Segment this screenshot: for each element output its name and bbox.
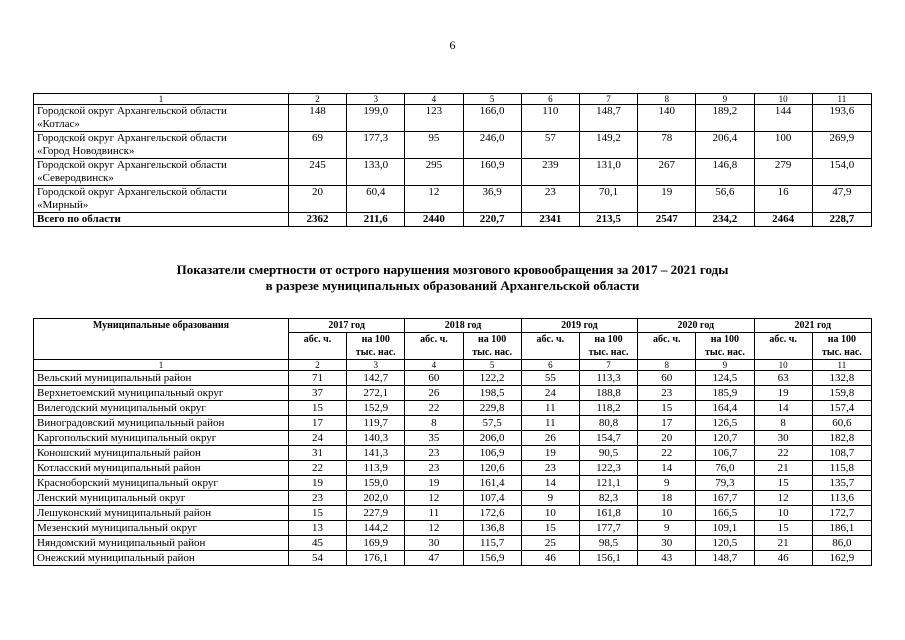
value-cell: 279 <box>754 159 812 186</box>
value-cell: 154,7 <box>579 431 637 446</box>
value-cell: 113,6 <box>812 491 871 506</box>
index-cell: 6 <box>521 94 579 105</box>
total-value-cell: 228,7 <box>812 213 871 227</box>
value-cell: 167,7 <box>696 491 754 506</box>
value-cell: 45 <box>288 536 346 551</box>
value-cell: 122,2 <box>463 371 521 386</box>
value-cell: 160,9 <box>463 159 521 186</box>
header-rate-line: на 100 <box>361 334 390 345</box>
municipality-name-cell: Котласский муниципальный район <box>34 461 289 476</box>
index-cell: 5 <box>463 94 521 105</box>
index-cell: 7 <box>579 94 637 105</box>
municipality-name-cell: Лешуконский муниципальный район <box>34 506 289 521</box>
total-value-cell: 2362 <box>288 213 346 227</box>
value-cell: 23 <box>521 186 579 213</box>
value-cell: 142,7 <box>347 371 405 386</box>
value-cell: 82,3 <box>579 491 637 506</box>
value-cell: 14 <box>521 476 579 491</box>
value-cell: 46 <box>754 551 812 566</box>
municipality-name-cell: Ленский муниципальный округ <box>34 491 289 506</box>
value-cell: 229,8 <box>463 401 521 416</box>
value-cell: 144,2 <box>347 521 405 536</box>
value-cell: 98,5 <box>579 536 637 551</box>
value-cell: 113,9 <box>347 461 405 476</box>
total-value-cell: 2341 <box>521 213 579 227</box>
header-rate-line: тыс. нас. <box>355 347 396 358</box>
header-rate <box>347 333 405 360</box>
value-cell: 11 <box>405 506 463 521</box>
value-cell: 22 <box>638 446 696 461</box>
value-cell: 272,1 <box>347 386 405 401</box>
table-row <box>34 476 872 491</box>
municipality-name-cell: Коношский муниципальный район <box>34 446 289 461</box>
table-row <box>34 521 872 536</box>
value-cell: 15 <box>638 401 696 416</box>
district-name-cell <box>34 105 289 132</box>
index-cell: 2 <box>288 94 346 105</box>
value-cell: 108,7 <box>812 446 871 461</box>
value-cell: 9 <box>638 521 696 536</box>
value-cell: 25 <box>521 536 579 551</box>
value-cell: 189,2 <box>696 105 754 132</box>
value-cell: 78 <box>638 132 696 159</box>
table-row <box>34 491 872 506</box>
value-cell: 199,0 <box>347 105 405 132</box>
section-title-line1: Показатели смертности от острого нарушения мозгового кровообращения за 2017 – 2021 годы <box>176 262 729 277</box>
value-cell: 8 <box>405 416 463 431</box>
value-cell: 30 <box>405 536 463 551</box>
value-cell: 122,3 <box>579 461 637 476</box>
value-cell: 245 <box>288 159 346 186</box>
value-cell: 239 <box>521 159 579 186</box>
table-row <box>34 401 872 416</box>
index-cell: 7 <box>579 360 637 371</box>
value-cell: 16 <box>754 186 812 213</box>
district-name-line: «Мирный» <box>37 199 89 211</box>
value-cell: 126,5 <box>696 416 754 431</box>
municipality-name-cell: Вельский муниципальный район <box>34 371 289 386</box>
district-name-line: «Северодвинск» <box>37 172 114 184</box>
index-row <box>34 94 872 105</box>
value-cell: 113,3 <box>579 371 637 386</box>
value-cell: 95 <box>405 132 463 159</box>
value-cell: 23 <box>638 386 696 401</box>
value-cell: 60,6 <box>812 416 871 431</box>
value-cell: 141,3 <box>347 446 405 461</box>
value-cell: 115,8 <box>812 461 871 476</box>
value-cell: 162,9 <box>812 551 871 566</box>
index-cell: 1 <box>34 360 289 371</box>
total-value-cell: 213,5 <box>579 213 637 227</box>
value-cell: 14 <box>754 401 812 416</box>
value-cell: 12 <box>405 491 463 506</box>
table-row <box>34 536 872 551</box>
value-cell: 109,1 <box>696 521 754 536</box>
header-rate-line: на 100 <box>827 334 856 345</box>
header-rate <box>812 333 871 360</box>
total-value-cell: 220,7 <box>463 213 521 227</box>
header-rate-line: тыс. нас. <box>588 347 629 358</box>
value-cell: 23 <box>521 461 579 476</box>
value-cell: 106,7 <box>696 446 754 461</box>
value-cell: 19 <box>288 476 346 491</box>
value-cell: 19 <box>638 186 696 213</box>
header-abs: абс. ч. <box>405 333 463 360</box>
value-cell: 119,7 <box>347 416 405 431</box>
value-cell: 120,5 <box>696 536 754 551</box>
value-cell: 100 <box>754 132 812 159</box>
value-cell: 132,8 <box>812 371 871 386</box>
value-cell: 148,7 <box>579 105 637 132</box>
value-cell: 206,4 <box>696 132 754 159</box>
value-cell: 8 <box>754 416 812 431</box>
header-year: 2021 год <box>754 319 871 333</box>
value-cell: 140 <box>638 105 696 132</box>
value-cell: 15 <box>754 521 812 536</box>
value-cell: 166,5 <box>696 506 754 521</box>
table-row <box>34 506 872 521</box>
value-cell: 246,0 <box>463 132 521 159</box>
value-cell: 115,7 <box>463 536 521 551</box>
value-cell: 135,7 <box>812 476 871 491</box>
index-row <box>34 360 872 371</box>
value-cell: 12 <box>754 491 812 506</box>
value-cell: 22 <box>405 401 463 416</box>
header-rate-line: на 100 <box>477 334 507 345</box>
value-cell: 21 <box>754 536 812 551</box>
table-urban-districts <box>33 93 872 227</box>
municipality-name-cell: Каргопольский муниципальный округ <box>34 431 289 446</box>
table-row <box>34 416 872 431</box>
value-cell: 120,6 <box>463 461 521 476</box>
district-name-cell <box>34 132 289 159</box>
table-row <box>34 371 872 386</box>
index-cell: 8 <box>638 94 696 105</box>
section-title <box>0 262 905 294</box>
value-cell: 206,0 <box>463 431 521 446</box>
value-cell: 36,9 <box>463 186 521 213</box>
district-name-line: Городской округ Архангельской области <box>37 105 227 117</box>
value-cell: 148,7 <box>696 551 754 566</box>
value-cell: 55 <box>521 371 579 386</box>
header-abs: абс. ч. <box>521 333 579 360</box>
value-cell: 177,3 <box>347 132 405 159</box>
value-cell: 118,2 <box>579 401 637 416</box>
value-cell: 60 <box>405 371 463 386</box>
value-cell: 57,5 <box>463 416 521 431</box>
value-cell: 136,8 <box>463 521 521 536</box>
value-cell: 10 <box>638 506 696 521</box>
value-cell: 43 <box>638 551 696 566</box>
table-row <box>34 446 872 461</box>
value-cell: 110 <box>521 105 579 132</box>
header-year: 2019 год <box>521 319 637 333</box>
value-cell: 11 <box>521 416 579 431</box>
value-cell: 17 <box>288 416 346 431</box>
district-name-cell <box>34 186 289 213</box>
value-cell: 22 <box>754 446 812 461</box>
value-cell: 166,0 <box>463 105 521 132</box>
value-cell: 146,8 <box>696 159 754 186</box>
value-cell: 13 <box>288 521 346 536</box>
value-cell: 12 <box>405 521 463 536</box>
value-cell: 164,4 <box>696 401 754 416</box>
value-cell: 124,5 <box>696 371 754 386</box>
value-cell: 30 <box>638 536 696 551</box>
value-cell: 182,8 <box>812 431 871 446</box>
value-cell: 11 <box>521 401 579 416</box>
value-cell: 267 <box>638 159 696 186</box>
header-municipality: Муниципальные образования <box>34 319 289 360</box>
value-cell: 19 <box>521 446 579 461</box>
value-cell: 152,9 <box>347 401 405 416</box>
index-cell: 5 <box>463 360 521 371</box>
header-rate <box>696 333 754 360</box>
value-cell: 30 <box>754 431 812 446</box>
total-value-cell: 2464 <box>754 213 812 227</box>
value-cell: 46 <box>521 551 579 566</box>
value-cell: 22 <box>288 461 346 476</box>
value-cell: 17 <box>638 416 696 431</box>
value-cell: 15 <box>754 476 812 491</box>
value-cell: 63 <box>754 371 812 386</box>
index-cell: 9 <box>696 94 754 105</box>
district-name-line: Городской округ Архангельской области <box>37 186 227 198</box>
municipality-name-cell: Мезенский муниципальный округ <box>34 521 289 536</box>
table-row <box>34 386 872 401</box>
header-rate-line: тыс. нас. <box>705 347 745 358</box>
header-rate-line: тыс. нас. <box>821 347 862 358</box>
header-year: 2017 год <box>288 319 404 333</box>
value-cell: 31 <box>288 446 346 461</box>
page-number: 6 <box>449 38 456 52</box>
value-cell: 140,3 <box>347 431 405 446</box>
value-cell: 156,9 <box>463 551 521 566</box>
value-cell: 176,1 <box>347 551 405 566</box>
value-cell: 172,7 <box>812 506 871 521</box>
value-cell: 26 <box>405 386 463 401</box>
table-municipal-stroke-mortality <box>33 318 872 566</box>
value-cell: 10 <box>754 506 812 521</box>
value-cell: 227,9 <box>347 506 405 521</box>
value-cell: 15 <box>521 521 579 536</box>
header-rate-line: на 100 <box>594 334 623 345</box>
total-value-cell: 211,6 <box>347 213 405 227</box>
index-cell: 11 <box>812 94 871 105</box>
value-cell: 20 <box>638 431 696 446</box>
value-cell: 71 <box>288 371 346 386</box>
value-cell: 9 <box>638 476 696 491</box>
value-cell: 107,4 <box>463 491 521 506</box>
header-rate <box>579 333 637 360</box>
value-cell: 157,4 <box>812 401 871 416</box>
value-cell: 60 <box>638 371 696 386</box>
table-row <box>34 132 872 159</box>
table-row <box>34 186 872 213</box>
index-cell: 3 <box>347 94 405 105</box>
index-cell: 6 <box>521 360 579 371</box>
value-cell: 19 <box>405 476 463 491</box>
value-cell: 177,7 <box>579 521 637 536</box>
district-name-line: Городской округ Архангельской области <box>37 132 227 144</box>
total-row <box>34 213 872 227</box>
value-cell: 26 <box>521 431 579 446</box>
table-row <box>34 431 872 446</box>
value-cell: 76,0 <box>696 461 754 476</box>
value-cell: 186,1 <box>812 521 871 536</box>
value-cell: 149,2 <box>579 132 637 159</box>
index-cell: 8 <box>638 360 696 371</box>
value-cell: 123 <box>405 105 463 132</box>
value-cell: 37 <box>288 386 346 401</box>
value-cell: 161,8 <box>579 506 637 521</box>
header-year: 2018 год <box>405 319 521 333</box>
value-cell: 23 <box>405 461 463 476</box>
value-cell: 18 <box>638 491 696 506</box>
value-cell: 120,7 <box>696 431 754 446</box>
value-cell: 295 <box>405 159 463 186</box>
value-cell: 79,3 <box>696 476 754 491</box>
value-cell: 169,9 <box>347 536 405 551</box>
municipality-name-cell: Няндомский муниципальный район <box>34 536 289 551</box>
value-cell: 15 <box>288 401 346 416</box>
header-abs: абс. ч. <box>288 333 346 360</box>
value-cell: 14 <box>638 461 696 476</box>
value-cell: 144 <box>754 105 812 132</box>
municipality-name-cell: Верхнетоемский муниципальный округ <box>34 386 289 401</box>
value-cell: 47 <box>405 551 463 566</box>
value-cell: 69 <box>288 132 346 159</box>
municipality-name-cell: Красноборский муниципальный округ <box>34 476 289 491</box>
district-name-line: «Город Новодвинск» <box>37 145 135 157</box>
value-cell: 198,5 <box>463 386 521 401</box>
total-value-cell: 234,2 <box>696 213 754 227</box>
value-cell: 202,0 <box>347 491 405 506</box>
table-row <box>34 551 872 566</box>
value-cell: 156,1 <box>579 551 637 566</box>
value-cell: 106,9 <box>463 446 521 461</box>
section-title-line2: в разрезе муниципальных образований Архангельской области <box>265 278 640 293</box>
header-abs: абс. ч. <box>638 333 696 360</box>
district-name-line: Городской округ Архангельской области <box>37 159 227 171</box>
municipality-name-cell: Онежский муниципальный район <box>34 551 289 566</box>
header-rate-line: на 100 <box>710 334 740 345</box>
value-cell: 21 <box>754 461 812 476</box>
value-cell: 9 <box>521 491 579 506</box>
value-cell: 60,4 <box>347 186 405 213</box>
value-cell: 12 <box>405 186 463 213</box>
header-rate-line: тыс. нас. <box>472 347 513 358</box>
value-cell: 20 <box>288 186 346 213</box>
value-cell: 86,0 <box>812 536 871 551</box>
value-cell: 80,8 <box>579 416 637 431</box>
value-cell: 23 <box>405 446 463 461</box>
header-rate <box>463 333 521 360</box>
value-cell: 47,9 <box>812 186 871 213</box>
value-cell: 188,8 <box>579 386 637 401</box>
index-cell: 4 <box>405 94 463 105</box>
value-cell: 10 <box>521 506 579 521</box>
index-cell: 9 <box>696 360 754 371</box>
municipality-name-cell: Виноградовский муниципальный район <box>34 416 289 431</box>
value-cell: 23 <box>288 491 346 506</box>
table-row <box>34 105 872 132</box>
value-cell: 35 <box>405 431 463 446</box>
table-row <box>34 461 872 476</box>
value-cell: 121,1 <box>579 476 637 491</box>
value-cell: 154,0 <box>812 159 871 186</box>
index-cell: 2 <box>288 360 346 371</box>
table-row <box>34 159 872 186</box>
index-cell: 4 <box>405 360 463 371</box>
value-cell: 54 <box>288 551 346 566</box>
index-cell: 10 <box>754 360 812 371</box>
value-cell: 24 <box>521 386 579 401</box>
total-value-cell: 2440 <box>405 213 463 227</box>
value-cell: 193,6 <box>812 105 871 132</box>
index-cell: 1 <box>34 94 289 105</box>
value-cell: 19 <box>754 386 812 401</box>
value-cell: 185,9 <box>696 386 754 401</box>
value-cell: 159,8 <box>812 386 871 401</box>
municipality-name-cell: Вилегодский муниципальный округ <box>34 401 289 416</box>
header-abs: абс. ч. <box>754 333 812 360</box>
total-label: Всего по области <box>34 213 289 227</box>
index-cell: 10 <box>754 94 812 105</box>
value-cell: 90,5 <box>579 446 637 461</box>
header-year: 2020 год <box>638 319 754 333</box>
value-cell: 159,0 <box>347 476 405 491</box>
district-name-cell <box>34 159 289 186</box>
value-cell: 133,0 <box>347 159 405 186</box>
value-cell: 57 <box>521 132 579 159</box>
total-value-cell: 2547 <box>638 213 696 227</box>
district-name-line: «Котлас» <box>37 118 80 130</box>
value-cell: 56,6 <box>696 186 754 213</box>
value-cell: 24 <box>288 431 346 446</box>
header-row-years <box>34 319 872 333</box>
value-cell: 15 <box>288 506 346 521</box>
value-cell: 269,9 <box>812 132 871 159</box>
value-cell: 172,6 <box>463 506 521 521</box>
index-cell: 11 <box>812 360 871 371</box>
value-cell: 70,1 <box>579 186 637 213</box>
value-cell: 161,4 <box>463 476 521 491</box>
value-cell: 148 <box>288 105 346 132</box>
index-cell: 3 <box>347 360 405 371</box>
value-cell: 131,0 <box>579 159 637 186</box>
